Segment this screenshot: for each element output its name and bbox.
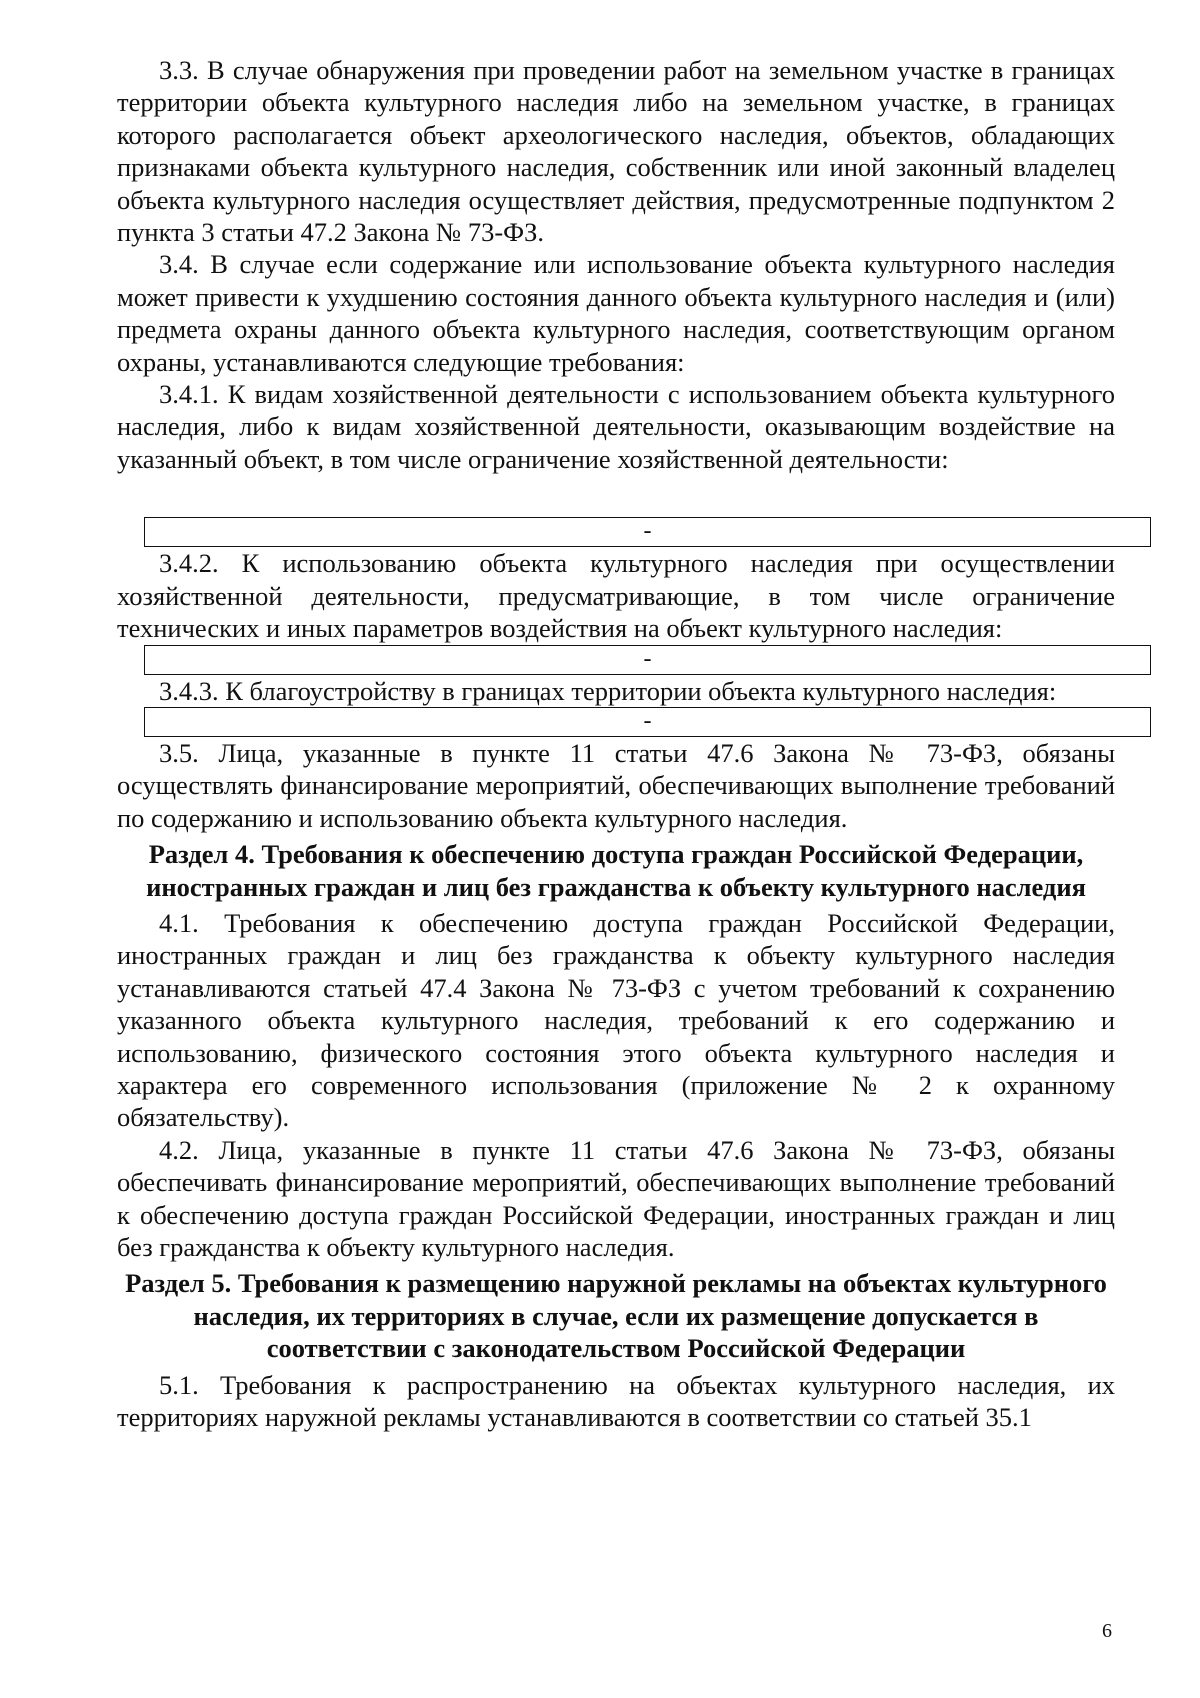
paragraph-4-2: 4.2. Лица, указанные в пункте 11 статьи 47.6 Закона № 73-ФЗ, обязаны обеспечивать финансирование мероприятий, обеспечивающих выполнение требований к обеспечению доступа граждан Российской Федерации, иностранных граждан и лиц без гражданства к объекту культурного наследия. [117,1134,1115,1262]
page-number: 6 [1102,1620,1112,1642]
table-cell-3-4-1: - [144,517,1151,547]
table-cell-3-4-2: - [144,645,1151,675]
paragraph-3-4-3: 3.4.3. К благоустройству в границах территории объекта культурного наследия: [159,675,1057,706]
section-4-title: Раздел 4. Требования к обеспечению доступа граждан Российской Федерации, иностранных граждан и лиц без гражданства к объекту культурного наследия [146,839,1086,902]
table-cell-3-4-3: - [144,707,1151,737]
paragraph-3-4-1: 3.4.1. К видам хозяйственной деятельности с использованием объекта культурного наследия, либо к видам хозяйственной деятельности, оказывающим воздействие на указанный объект, в том числе ограничение хозяйственной деятельности: [117,379,1115,474]
paragraph-4-1: 4.1. Требования к обеспечению доступа граждан Российской Федерации, иностранных граждан и лиц без гражданства к объекту культурного наследия устанавливаются статьей 47.4 Закона № 73-ФЗ с учетом требований к сохранению указанного объекта культурного наследия, требований к его содержанию и использованию, физического состояния этого объекта культурного наследия и характера его современного использования (приложение № 2 к охранному обязательству). [117,907,1115,1133]
paragraph-3-4: 3.4. В случае если содержание или использование объекта культурного наследия может привести к ухудшению состояния данного объекта культурного наследия и (или) предмета охраны данного объекта культурного наследия, соответствующим органом охраны, устанавливаются следующие требования: [117,249,1115,377]
paragraph-3-4-2: 3.4.2. К использованию объекта культурного наследия при осуществлении хозяйственной деятельности, предусматривающие, в том числе ограничение технических и иных параметров воздействия на объект культурного наследия: [117,548,1115,644]
paragraph-5-1: 5.1. Требования к распространению на объектах культурного наследия, их территориях наружной рекламы устанавливаются в соответствии со статьей 35.1 [117,1369,1115,1433]
blank-spacer [117,475,1115,517]
paragraph-3-3: 3.3. В случае обнаружения при проведении работ на земельном участке в границах территории объекта культурного наследия либо на земельном участке, в границах которого располагается объект археологического наследия, объектов, обладающих признаками объекта культурного наследия, собственник или иной законный владелец объекта культурного наследия осуществляет действия, предусмотренные подпунктом 2 пункта 3 статьи 47.2 Закона № 73-ФЗ. [117,55,1115,248]
section-5-title: Раздел 5. Требования к размещению наружной рекламы на объектах культурного наследия, их территориях в случае, если их размещение допускается в соответствии с законодательством Российской Федерации [125,1268,1107,1364]
paragraph-3-5: 3.5. Лица, указанные в пункте 11 статьи 47.6 Закона № 73-ФЗ, обязаны осуществлять финансирование мероприятий, обеспечивающих выполнение требований по содержанию и использованию объекта культурного наследия. [117,737,1115,833]
